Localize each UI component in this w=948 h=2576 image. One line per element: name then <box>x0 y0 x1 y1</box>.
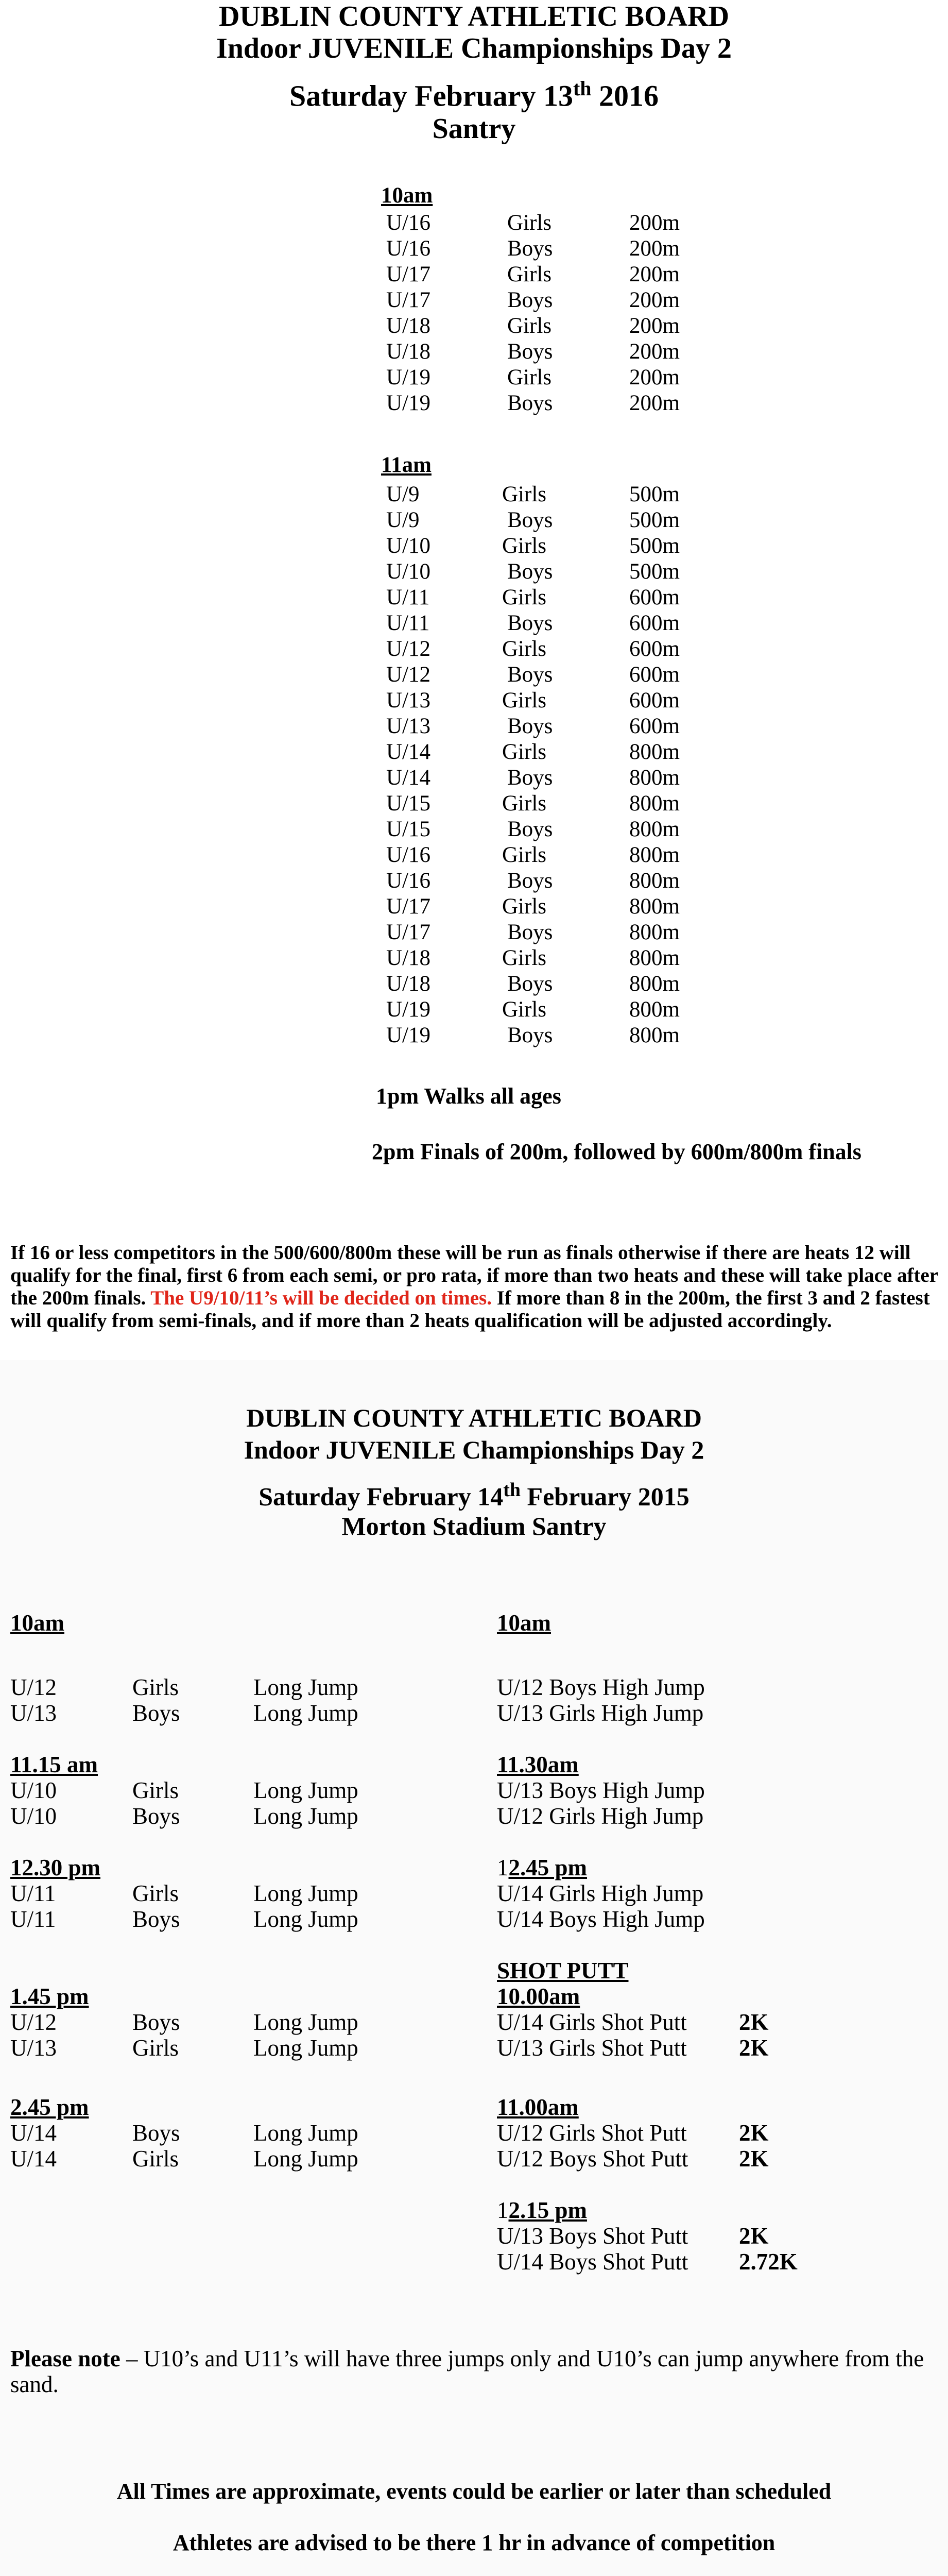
gender: Boys <box>507 869 553 893</box>
schedule-row <box>0 765 948 791</box>
age-group: U/13 <box>10 1700 57 1726</box>
shot-putt-event: U/12 Boys Shot Putt <box>497 2146 688 2172</box>
gender: Boys <box>507 236 553 261</box>
distance: 200m <box>629 236 680 261</box>
gender: Boys <box>132 2120 180 2146</box>
schedule-row <box>0 636 948 662</box>
schedule-row <box>0 1023 948 1048</box>
age-group: U/17 <box>386 288 430 312</box>
gender: Girls <box>502 534 546 558</box>
schedule-row <box>0 339 948 365</box>
age-group: U/19 <box>386 997 430 1022</box>
schedule-row <box>0 236 948 262</box>
distance: 800m <box>629 1023 680 1047</box>
age-group: U/18 <box>386 946 430 970</box>
long-jump-time: 1.45 pm <box>10 1984 89 2009</box>
schedule-row <box>0 920 948 945</box>
gender: Boys <box>507 972 553 996</box>
age-group: U/10 <box>386 560 430 584</box>
shot-putt-event: U/13 Boys Shot Putt <box>497 2223 688 2249</box>
distance: 500m <box>629 534 680 558</box>
distance: 500m <box>629 560 680 584</box>
schedule-row <box>0 365 948 391</box>
age-group: U/12 <box>386 637 430 661</box>
gender: Boys <box>132 1803 180 1829</box>
gender: Boys <box>507 714 553 738</box>
schedule-row <box>0 611 948 636</box>
schedule-row <box>0 262 948 287</box>
event: Long Jump <box>253 2120 358 2146</box>
long-jump-time: 2.45 pm <box>10 2094 89 2120</box>
long-jump-time: 10am <box>10 1610 64 1636</box>
gender: Girls <box>132 2035 179 2061</box>
gender: Girls <box>502 585 546 609</box>
distance: 800m <box>629 817 680 841</box>
schedule-row <box>0 971 948 997</box>
high-jump-event: U/13 Boys High Jump <box>497 1777 705 1803</box>
venue-2015: Morton Stadium Santry <box>341 1512 607 1540</box>
age-group: U/18 <box>386 340 430 364</box>
distance: 600m <box>629 714 680 738</box>
schedule-row <box>0 842 948 868</box>
age-group: U/16 <box>386 211 430 235</box>
age-group: U/12 <box>386 663 430 687</box>
age-group: U/10 <box>10 1803 57 1829</box>
note-highlight: The U9/10/11’s will be decided on times. <box>150 1287 492 1309</box>
age-group: U/18 <box>386 314 430 338</box>
age-group: U/17 <box>386 920 430 944</box>
age-group: U/19 <box>386 391 430 415</box>
age-group: U/12 <box>10 1674 57 1700</box>
high-jump-event: U/14 Girls High Jump <box>497 1880 704 1906</box>
shot-weight: 2K <box>739 2146 769 2172</box>
gender: Girls <box>502 946 546 970</box>
title-board-2015: DUBLIN COUNTY ATHLETIC BOARD <box>246 1403 702 1432</box>
age-group: U/11 <box>10 1880 56 1906</box>
schedule-row <box>0 585 948 611</box>
age-group: U/13 <box>386 714 430 738</box>
long-jump-time: 11.15 am <box>10 1752 98 1777</box>
age-group: U/16 <box>386 843 430 867</box>
event: Long Jump <box>253 1674 358 1700</box>
gender: Girls <box>132 1777 179 1803</box>
schedule-row <box>0 868 948 894</box>
venue-2016: Santry <box>432 113 516 145</box>
gender: Boys <box>132 2009 180 2035</box>
gender: Boys <box>132 1700 180 1726</box>
schedule-row <box>0 714 948 739</box>
age-group: U/13 <box>386 688 430 713</box>
age-group: U/9 <box>386 482 420 506</box>
high-jump-event: U/14 Boys High Jump <box>497 1906 705 1932</box>
shot-putt-time: 11.00am <box>497 2094 579 2120</box>
event: Long Jump <box>253 1803 358 1829</box>
event: Long Jump <box>253 2146 358 2172</box>
time-heading-10am: 10am <box>381 183 433 208</box>
shot-putt-event: U/14 Girls Shot Putt <box>497 2009 687 2035</box>
gender: Boys <box>507 340 553 364</box>
event-date-2015: Saturday February 14th February 2015 <box>258 1479 690 1511</box>
high-jump-time: 12.45 pm <box>497 1855 588 1880</box>
distance: 800m <box>629 894 680 919</box>
age-group: U/14 <box>10 2120 57 2146</box>
age-group: U/14 <box>386 766 430 790</box>
age-group: U/11 <box>10 1906 56 1932</box>
gender: Girls <box>507 365 551 389</box>
age-group: U/19 <box>386 1023 430 1047</box>
shot-weight: 2.72K <box>739 2249 798 2275</box>
age-group: U/13 <box>10 2035 57 2061</box>
age-group: U/11 <box>386 611 430 635</box>
gender: Girls <box>502 997 546 1022</box>
schedule-row <box>0 391 948 416</box>
distance: 800m <box>629 766 680 790</box>
schedule-row <box>0 662 948 688</box>
schedule-row <box>0 817 948 842</box>
time-heading-11am: 11am <box>381 453 432 477</box>
schedule-11am <box>0 482 948 1048</box>
gender: Boys <box>507 508 553 532</box>
event: Long Jump <box>253 1700 358 1726</box>
gender: Girls <box>502 740 546 764</box>
shot-putt-time: 10.00am <box>497 1984 580 2009</box>
schedule-row <box>0 997 948 1023</box>
gender: Boys <box>507 766 553 790</box>
distance: 600m <box>629 611 680 635</box>
high-jump-event: U/12 Girls High Jump <box>497 1803 704 1829</box>
distance: 600m <box>629 663 680 687</box>
age-group: U/17 <box>386 894 430 919</box>
age-group: U/11 <box>386 585 430 609</box>
gender: Boys <box>507 920 553 944</box>
gender: Boys <box>507 560 553 584</box>
gender: Girls <box>507 314 551 338</box>
shot-weight: 2K <box>739 2120 769 2146</box>
distance: 200m <box>629 365 680 389</box>
gender: Boys <box>507 663 553 687</box>
age-group: U/19 <box>386 365 430 389</box>
age-group: U/10 <box>386 534 430 558</box>
gender: Girls <box>507 211 551 235</box>
gender: Girls <box>502 843 546 867</box>
age-group: U/15 <box>386 791 430 816</box>
shot-putt-event: U/14 Boys Shot Putt <box>497 2249 688 2275</box>
long-jump-time: 12.30 pm <box>10 1855 101 1880</box>
distance: 800m <box>629 843 680 867</box>
distance: 600m <box>629 637 680 661</box>
distance: 200m <box>629 314 680 338</box>
qualification-note: If 16 or less competitors in the 500/600/800m these will be run as finals otherwise if there are heats 12 will qualify for the final, first 6 from each semi, or pro rata, if more than two heats and these will take place after the 200m finals. The U9/10/11’s will be decided on times. If more than 8 in the 200m, the first 3 and 2 fastest will qualify from semi-finals, and if more than 2 heats qualification will be adjusted accordingly. <box>10 1242 938 1332</box>
title-championships-2015: Indoor JUVENILE Championships Day 2 <box>244 1435 704 1464</box>
distance: 500m <box>629 482 680 506</box>
title-championships-2016: Indoor JUVENILE Championships Day 2 <box>216 32 732 64</box>
gender: Girls <box>132 1674 179 1700</box>
distance: 800m <box>629 946 680 970</box>
age-group: U/15 <box>386 817 430 841</box>
distance: 200m <box>629 340 680 364</box>
distance: 800m <box>629 869 680 893</box>
shot-weight: 2K <box>739 2009 769 2035</box>
distance: 800m <box>629 997 680 1022</box>
shot-putt-event: U/12 Girls Shot Putt <box>497 2120 687 2146</box>
schedule-row <box>0 894 948 920</box>
event: Long Jump <box>253 2009 358 2035</box>
distance: 200m <box>629 262 680 286</box>
gender: Boys <box>132 1906 180 1932</box>
gender: Girls <box>502 637 546 661</box>
distance: 200m <box>629 211 680 235</box>
distance: 800m <box>629 920 680 944</box>
schedule-row <box>0 287 948 313</box>
schedule-row <box>0 482 948 507</box>
age-group: U/16 <box>386 869 430 893</box>
event: Long Jump <box>253 1880 358 1906</box>
high-jump-time: 10am <box>497 1610 551 1636</box>
gender: Girls <box>502 482 546 506</box>
age-group: U/17 <box>386 262 430 286</box>
gender: Boys <box>507 817 553 841</box>
high-jump-time: 11.30am <box>497 1752 579 1777</box>
gender: Girls <box>132 1880 179 1906</box>
distance: 800m <box>629 740 680 764</box>
high-jump-event: U/13 Girls High Jump <box>497 1700 704 1726</box>
event: Long Jump <box>253 2035 358 2061</box>
gender: Girls <box>502 688 546 713</box>
event: Long Jump <box>253 1906 358 1932</box>
age-group: U/18 <box>386 972 430 996</box>
schedule-row <box>0 210 948 236</box>
shot-putt-event: U/13 Girls Shot Putt <box>497 2035 687 2061</box>
gender: Boys <box>507 611 553 635</box>
schedule-row <box>0 559 948 585</box>
schedule-10am <box>0 210 948 416</box>
gender: Girls <box>502 894 546 919</box>
please-note: Please note – U10’s and U11’s will have three jumps only and U10’s can jump anywhere from the sand. <box>10 2346 924 2397</box>
schedule-row <box>0 507 948 533</box>
gender: Girls <box>502 791 546 816</box>
distance: 600m <box>629 688 680 713</box>
title-board-2016: DUBLIN COUNTY ATHLETIC BOARD <box>218 1 730 32</box>
shot-putt-heading: SHOT PUTT <box>497 1958 629 1984</box>
distance: 200m <box>629 288 680 312</box>
walks-line: 1pm Walks all ages <box>376 1083 561 1109</box>
schedule-row <box>0 791 948 817</box>
shot-weight: 2K <box>739 2035 769 2061</box>
event: Long Jump <box>253 1777 358 1803</box>
high-jump-event: U/12 Boys High Jump <box>497 1674 705 1700</box>
shot-putt-time: 12.15 pm <box>497 2197 588 2223</box>
distance: 500m <box>629 508 680 532</box>
schedule-row <box>0 739 948 765</box>
schedule-row <box>0 688 948 714</box>
arrival-advice: Athletes are advised to be there 1 hr in advance of competition <box>173 2530 775 2555</box>
gender: Boys <box>507 288 553 312</box>
shot-weight: 2K <box>739 2223 769 2249</box>
gender: Boys <box>507 1023 553 1047</box>
age-group: U/12 <box>10 2009 57 2035</box>
event-date-2016: Saturday February 13th 2016 <box>289 77 659 113</box>
schedule-row <box>0 945 948 971</box>
schedule-row <box>0 313 948 339</box>
distance: 800m <box>629 791 680 816</box>
gender: Boys <box>507 391 553 415</box>
approximate-times-note: All Times are approximate, events could be earlier or later than scheduled <box>116 2479 832 2504</box>
age-group: U/14 <box>386 740 430 764</box>
age-group: U/9 <box>386 508 420 532</box>
gender: Girls <box>507 262 551 286</box>
distance: 600m <box>629 585 680 609</box>
age-group: U/10 <box>10 1777 57 1803</box>
schedule-row <box>0 533 948 559</box>
distance: 800m <box>629 972 680 996</box>
age-group: U/14 <box>10 2146 57 2172</box>
gender: Girls <box>132 2146 179 2172</box>
finals-line: 2pm Finals of 200m, followed by 600m/800m finals <box>372 1139 861 1164</box>
age-group: U/16 <box>386 236 430 261</box>
distance: 200m <box>629 391 680 415</box>
